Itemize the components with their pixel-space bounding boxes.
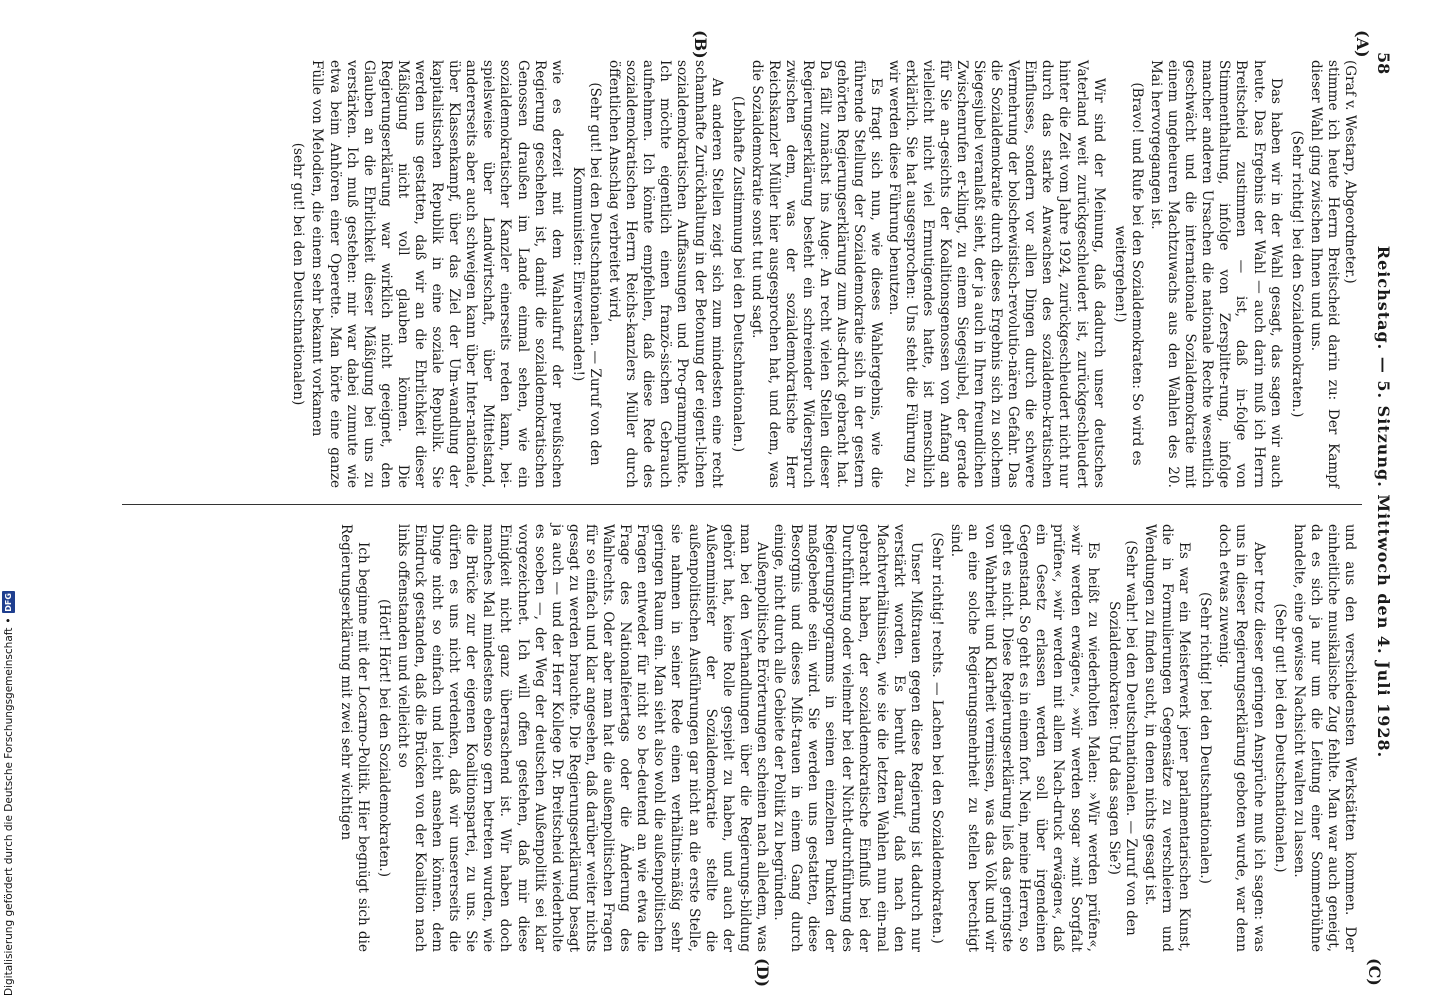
paragraph: Es fragt sich nun, wie dieses Wahlergebnis, wie die führende Stellung der Sozialdemokratie sich in der gestern gehörten Regierungserklärung zum Aus-druck gebracht hat. Da fällt zunächst ins Auge: An recht vielen Stellen dieser Regierungserklärung besteht ein schreiender Widerspruch zwischen dem, was der sozialdemokratische Herr Reichskanzler Müller hier ausgesprochen hat, und dem, was die Sozialdemokratie sonst tut und sagt. [748,60,885,488]
margin-letter-b: (B) [691,30,710,59]
paragraph: Wir sind der Meinung, daß dadurch unser deutsches Vaterland weit zurückgeschleudert ist, zurückgeschleudert hinter die Zeit vom Jahre 1924, zurückgeschleudert nicht nur durch das starke Anwachsen des sozialdemo-kratischen Einflusses, sondern vor allen Dingen durch die schwere Vermehrung der bolschewistisch-revolutio-nären Gefahr. Das die Sozialdemokratie durch dieses Ergebnis sich zu solchem Siegesjubel veranlaßt sieht, der ja auch in Ihren freundlichen Zwischenrufen er-klingt, zu einem Siegesjubel, der gerade für Sie an-gesichts der Koalitionsgenossen von Anfang an vielleicht nicht viel Ermutigendes hatte, ist menschlich erklärlich. Sie hat ausgesprochen: Uns steht die Führung zu, wir werden diese Führung benutzen. [885,60,1107,488]
paragraph: Es war ein Meisterwerk jener parlamentarischen Kunst, die in Formulierungen Gegensätze zu verschleiern und Wendungen zu finden sucht, in denen nichts gesagt ist. [1141,524,1193,952]
interjection: (Hört! Hört! bei den Sozialdemokraten.) [375,598,392,878]
interjection: (Sehr gut! bei den Deutschnationalen. — Zuruf von den Kommunisten: Einverstanden!) [569,82,603,466]
interjection: (Bravo! und Rufe bei den Sozialdemokraten: So wird es weitergehen!) [1111,82,1145,466]
footer-text: Digitalisierung gefördert durch die Deutsche Forschungsgemeinschaft [2,627,15,996]
interjection: (Sehr richtig! bei den Deutschnationalen.) [1197,592,1214,884]
paragraph: Ich beginne mit der Locarno-Politik. Hier begnügt sich die Regierungserklärung mit zwei sehr wichtigen [337,524,371,952]
right-text-column [337,524,1358,952]
paragraph: Es heißt zu wiederholten Malen: »Wir werden prüfen«, »wir werden erwägen«, »wir werden sogar »mit Sorgfalt prüfen«, »wir werden mit allem Nach-druck erwägen«, daß ein Gesetz erlassen werden soll über irgendeinen Gegenstand. So geht es in einem fort. Nein, meine Herren, so geht es nicht. Diese Regierungserklärung ließ das geringste von Wahrheit und Klarheit vermissen, was das Volk und wir an eine solche Regierungsmehrheit zu stellen berechtigt sind. [947,524,1101,952]
document-page [108,30,1398,988]
interjection: (Sehr wahr! bei den Deutschnationalen. — Zuruf von den Sozialdemokraten: Und das sagen Sie?) [1105,540,1139,936]
digitization-credit: Digitalisierung gefördert durch die Deutsche Forschungsgemeinschaft • DFG [2,593,15,996]
interjection: (Sehr richtig! rechts. — Lachen bei den Sozialdemokraten.) [928,532,945,944]
paragraph-continued: stimme ich heute Herrn Breitscheid darin zu: Der Kampf dieser Wahl ging zwischen Ihnen und uns. [1307,60,1341,488]
running-head [1370,52,1398,952]
column-divider [122,504,1362,505]
paragraph-continued: und aus den verschiedensten Werkstätten kommen. Der einheitliche musikalische Zug fehlte. Man war auch geneigt, da es sich ja nur um die Leitung einer Sommerbühne handelte, eine gewisse Nachsicht walten zu lassen. [1290,524,1358,952]
interjection: (Sehr gut! bei den Deutschnationalen.) [1271,603,1288,873]
page-number: 58 [1374,52,1394,75]
interjection: (Lebhafte Zustimmung bei den Deutschnationalen.) [729,95,746,453]
paragraph: Unser Mißtrauen gegen diese Regierung ist dadurch nur verstärkt worden. Es beruht darauf, daß nach den Machtverhältnissen, wie sie die letzten Wahlen nun ein-mal gebracht haben, der sozialdemokratische Einfluß bei der Durchführung oder vielmehr bei der Nicht-durchführung des Regierungsprogramms in seinen einzelnen Punkten der maßgebende sein wird. Sie werden uns gestatten, diese Besorgnis und dieses Miß-trauen in einem Gang durch einige, nicht durch alle Gebiete der Politik zu begründen. [771,524,924,952]
interjection: (Sehr richtig! bei den Sozialdemokraten.) [1288,130,1305,418]
paragraph: Das haben wir in der Wahl gesagt, das sagen wir auch heute. Das Ergebnis der Wahl — auch darin muß ich Herrn Breitscheid zustimmen — ist, daß in-folge von Stimmenthaltung, infolge von Zersplitte-rung, infolge mancher anderen Ursachen die nationale Rechte wesentlich geschwächt und die internationale Sozialdemokratie mit einem ungeheuren Machtzuwachs aus den Wahlen des 20. Mai hervorgegangen ist. [1147,60,1284,488]
margin-letter-c: (C) [1365,958,1384,986]
page-header-title: Reichstag. — 5. Sitzung. Mittwoch den 4. Juli 1928. [1374,245,1394,759]
paragraph: An anderen Stellen zeigt sich zum mindesten eine recht schamhafte Zurückhaltung in der Betonung der eigent-lichen sozialdemokratischen Auffassungen und Pro-grammpunkte. Ich möchte eigentlich einen franzö-sischen Gebrauch aufnehmen. Ich könnte empfehlen, daß diese Rede des sozialdemokratischen Herrn Reichs-kanzlers Müller durch öffentlichen Anschlag verbreitet wird, [606,60,725,488]
dfg-logo-icon: DFG [4,593,13,612]
interjection: (sehr gut! bei den Deutschnationalen) [290,142,307,406]
margin-letter-a: (A) [1353,30,1372,58]
margin-letter-d: (D) [753,958,772,988]
paragraph: Aber trotz dieser geringen Ansprüche muß ich sagen: was uns in dieser Regierungserklärung geboten wurde, war denn doch etwas zuwenig. [1216,524,1267,952]
left-text-column [285,60,1358,488]
paragraph: Außenpolitische Erörterungen scheinen nach alledem, was man bei den Verhandlungen über die Regierungs-bildung gehört hat, keine Rolle gespielt zu haben, und auch der Außenminister der Sozialdemokratie stellte die außenpolitischen Ausführungen gar nicht an die erste Stelle, sie nahmen in seiner Rede einen verhältnis-mäßig sehr geringen Raum ein. Man sieht also wohl die außenpolitischen Fragen entweder für nicht so be-deutend an wie etwa die Frage des Nationalfeiertags oder die Änderung des Wahlrechts. Oder aber man hat die außenpolitischen Fragen für so einfach und klar angesehen, daß darüber weiter nichts gesagt zu werden brauchte. Die Regierungserklärung besagt ja auch — und der Herr Kollege Dr. Breitscheid wiederholte es soeben —, der Weg der deutschen Außenpolitik sei klar vorgezeichnet. Ich will offen gestehen, daß mir diese Einigkeit nicht ganz überraschend ist. Wir haben doch manches Mal mindestens ebenso gern betreten wurden, wie die Brücke zur der eigenen Koalitionspartei, zu uns. Sie dürfen es uns nicht verdenken, daß wir unsererseits die Dinge nicht so einfach und leicht ansehen können. dem Eindruck gestanden, daß die Brücken von der Koalition nach links offenstanden und vielleicht so [394,524,770,952]
paragraph-continued: wie es derzeit mit dem Wahlaufruf der preußischen Regierung geschehen ist, damit die sozialdemokratischen Genossen draußen im Lande einmal sehen, wie ein sozialdemokratischer Kanzler einerseits reden kann, bei-spielsweise über Landwirtschaft, über Mittelstand, andererseits aber auch schweigen kann über Inter-nationale, über Klassenkampf, über das Ziel der Um-wandlung der kapitalistischen Republik in eine soziale Republik. Sie werden uns gestatten, daß wir an die Ehrlichkeit dieser Mäßigung nicht voll glauben können. Die Regierungserklärung war wirklich nicht geeignet, den Glauben an die Ehrlichkeit dieser Mäßigung bei uns zu verstärken. Ich muß gestehen: mir war dabei zumute wie etwa beim Anhören einer Operette. Man hörte eine ganze Fülle von Melodien, die einem sehr bekannt vorkamen [309,60,565,488]
paragraph-continued: (Graf v. Westarp, Abgeordneter.) [1342,60,1358,284]
